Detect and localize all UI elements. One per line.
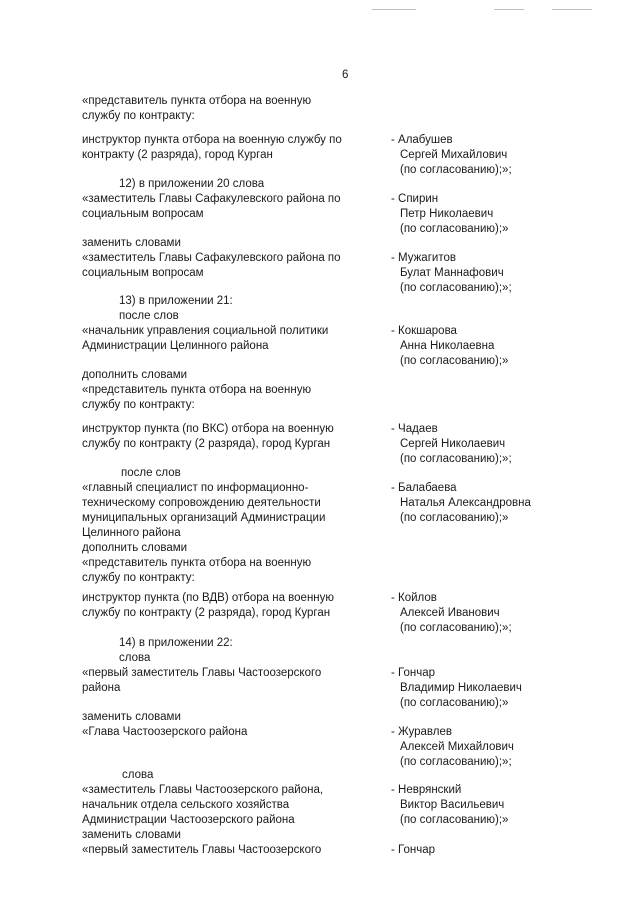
text-line: «заместитель Главы Сафакулевского района по [82,193,341,205]
text-block-16 [82,768,323,858]
scan-artifact-line [494,9,524,10]
text-line: инструктор пункта отбора на военную службу по [82,134,342,146]
text-line: службу по контракту: [82,110,195,122]
text-line: инструктор пункта (по ВКС) отбора на военную [82,423,334,435]
person-note: (по согласованию);» [400,814,509,826]
text-block-2 [82,133,342,163]
person-note: (по согласованию);» [400,697,509,709]
text-line: «заместитель Главы Частоозерского района, [82,784,324,796]
page-number: 6 [342,69,349,81]
text-block-8 [82,368,311,413]
person-name: Наталья Александровна [400,497,531,509]
text-line: социальным вопросам [82,208,204,220]
text-block-7 [82,324,328,354]
person-note: (по согласованию);» [400,512,509,524]
person-entry [391,133,512,178]
text-line: после слов [121,467,181,479]
text-line: «заместитель Главы Сафакулевского района по [82,252,341,264]
person-surname: - Спирин [391,193,439,205]
person-entry [391,251,512,296]
person-name: Анна Николаевна [400,340,495,352]
text-block-11 [82,481,325,586]
section-14-heading [119,636,233,666]
text-line: Администрации Целинного района [82,340,269,352]
person-name: Виктор Васильевич [400,799,505,811]
text-line: Администрации Частоозерского района [82,814,295,826]
text-line: «первый заместитель Главы Частоозерского [82,667,322,679]
text-line: начальник отдела сельского хозяйства [82,799,290,811]
text-line: дополнить словами [82,369,188,381]
text-line: района [82,682,121,694]
person-entry [391,666,522,711]
text-block-15 [82,710,247,740]
person-entry [391,591,512,636]
person-entry [391,725,514,770]
person-name: Алексей Иванович [400,607,500,619]
text-line: службу по контракту: [82,572,195,584]
text-line: заменить словами [82,711,181,723]
person-entry [391,843,435,858]
section-12-heading [119,177,264,192]
text-block-10 [121,466,181,481]
person-surname: - Алабушев [391,134,453,146]
text-line: 13) в приложении 21: [119,295,233,307]
person-name: Петр Николаевич [400,208,494,220]
person-surname: - Балабаева [391,482,457,494]
person-name: Сергей Николаевич [400,438,506,450]
text-line: после слов [119,310,179,322]
person-surname: - Неврянский [391,784,462,796]
text-line: Целинного района [82,527,181,539]
text-line: техническому сопровождению деятельности [82,497,321,509]
person-note: (по согласованию);»; [400,756,512,768]
text-line: социальным вопросам [82,267,204,279]
text-line: муниципальных организаций Администрации [82,512,326,524]
text-line: «представитель пункта отбора на военную [82,557,312,569]
person-entry [391,422,512,467]
text-line: службу по контракту (2 разряда), город Курган [82,438,331,450]
text-line: «Глава Частоозерского района [82,726,248,738]
person-note: (по согласованию);» [400,355,509,367]
person-name: Булат Маннафович [400,267,504,279]
person-surname: - Журавлев [391,726,452,738]
person-surname: - Гончар [391,667,436,679]
text-line: слова [122,769,154,781]
text-line: «главный специалист по информационно- [82,482,309,494]
person-entry [391,481,531,526]
text-block-5 [82,236,341,281]
text-block-9 [82,422,334,452]
text-line: слова [119,652,151,664]
person-entry [391,324,508,369]
text-line: заменить словами [82,829,181,841]
person-surname: - Чадаев [391,423,438,435]
text-block-14 [82,666,321,696]
text-line: «представитель пункта отбора на военную [82,95,312,107]
person-surname: - Мужагитов [391,252,456,264]
person-name: Владимир Николаевич [400,682,522,694]
text-line: службу по контракту (2 разряда), город Курган [82,607,331,619]
text-line: заменить словами [82,237,181,249]
text-line: «первый заместитель Главы Частоозерского [82,844,322,856]
text-line: 12) в приложении 20 слова [119,178,265,190]
text-line: инструктор пункта (по ВДВ) отбора на военную [82,592,335,604]
text-line: службу по контракту: [82,399,195,411]
section-13-heading [119,294,233,324]
person-name: Сергей Михайлович [400,149,508,161]
text-line: «представитель пункта отбора на военную [82,384,312,396]
scan-artifact-line [372,9,416,10]
person-surname: - Кокшарова [391,325,457,337]
person-entry [391,192,508,237]
text-block-4 [82,192,341,222]
text-line: 14) в приложении 22: [119,637,233,649]
person-note: (по согласованию);»; [400,282,512,294]
person-note: (по согласованию);»; [400,622,512,634]
text-line: контракту (2 разряда), город Курган [82,149,273,161]
person-entry [391,783,508,828]
person-surname: - Гончар [391,844,436,856]
person-note: (по согласованию);» [400,223,509,235]
text-line: «начальник управления социальной политики [82,325,329,337]
text-block-12 [82,591,334,621]
person-note: (по согласованию);»; [400,453,512,465]
text-line: дополнить словами [82,542,188,554]
person-surname: - Койлов [391,592,437,604]
person-note: (по согласованию);»; [400,164,512,176]
text-block-1 [82,94,311,124]
scan-artifact-line [552,9,592,10]
person-name: Алексей Михайлович [400,741,514,753]
